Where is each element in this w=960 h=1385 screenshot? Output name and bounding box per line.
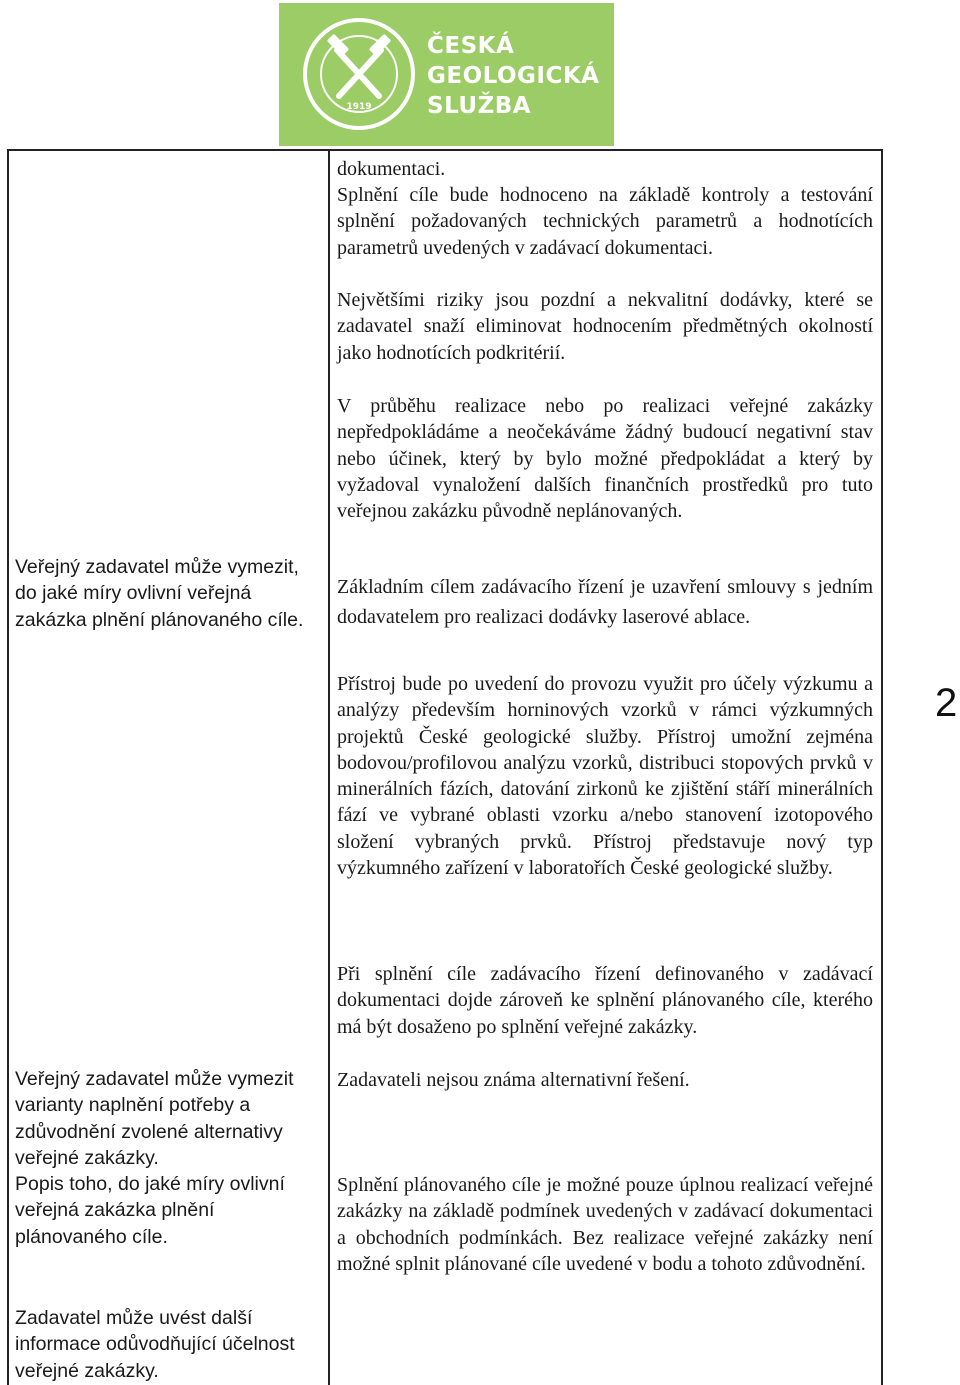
logo-line-1: ČESKÁ: [427, 33, 515, 59]
right-para-4: V průběhu realizace nebo po realizaci veřejné zakázky nepředpokládáme a neočekáváme žádný budoucí negativní stav nebo účinek, který by bylo možné předpokládat a který by vyžadoval vynaložení dalších finančních prostředků pro tuto veřejnou zakázku původně neplánovaných.: [337, 395, 873, 523]
logo-line-2: GEOLOGICKÁ: [427, 63, 600, 89]
left-text-2b: Popis toho, do jaké míry ovlivní veřejná zakázka plnění plánovaného cíle.: [15, 1173, 285, 1248]
right-para-8: Zadavateli nejsou známa alternativní řešení.: [337, 1069, 690, 1091]
left-cell-3: [15, 1305, 315, 1384]
left-text-3: Zadavatel může uvést další informace odůvodňující účelnost veřejné zakázky.: [15, 1307, 295, 1382]
column-divider: [328, 151, 330, 1385]
right-para-7: Při splnění cíle zadávacího řízení definovaného v zadávací dokumentaci dojde zároveň ke splnění plánovaného cíle, kterého má být dosaženo po splnění veřejné zakázky.: [337, 963, 873, 1038]
right-para-2: Splnění cíle bude hodnoceno na základě kontroly a testování splnění požadovaných technických parametrů a hodnotících parametrů uvedených v zadávací dokumentaci.: [337, 184, 873, 259]
geological-seal-icon: [299, 14, 419, 134]
left-text-1: Veřejný zadavatel může vymezit, do jaké míry ovlivní veřejná zakázka plnění plánovaného cíle.: [15, 556, 304, 631]
left-cell-1: [15, 554, 315, 633]
right-para-1: dokumentaci.: [337, 158, 446, 180]
logo-wordmark: [427, 31, 599, 121]
right-para-9: Splnění plánovaného cíle je možné pouze úplnou realizací veřejné zakázky na základě podmínek uvedených v zadávací dokumentaci a obchodních podmínkách. Bez realizace veřejné zakázky není možné splnit plánované cíle uvedené v bodu a tohoto zdůvodnění.: [337, 1174, 873, 1275]
right-para-3: Největšími riziky jsou pozdní a nekvalitní dodávky, které se zadavatel snaží eliminovat hodnocením předmětných okolností jako hodnotících podkritérií.: [337, 289, 873, 364]
seal-year: 1919: [346, 102, 372, 112]
right-para-6: Přístroj bude po uvedení do provozu využit pro účely výzkumu a analýzy především horninových vzorků v rámci výzkumných projektů České geologické služby. Přístroj umožní zejména bodovou/profilovou analýzu vzorků, distribuci stopových prvků v minerálních fázích, datování zirkonů ke zjištění stáří minerálních fází ve vybrané oblasti vzorku a/nebo stanovení izotopového složení vybraných prvků. Přístroj představuje nový typ výzkumného zařízení v laboratořích České geologické služby.: [337, 673, 873, 880]
justification-table: [7, 149, 883, 1385]
right-para-5: Základním cílem zadávacího řízení je uzavření smlouvy s jedním dodavatelem pro realizaci dodávky laserové ablace.: [337, 576, 873, 628]
left-cell-2: [15, 1066, 315, 1250]
left-text-2a: Veřejný zadavatel může vymezit varianty naplnění potřeby a zdůvodnění zvolené alternativy veřejné zakázky.: [15, 1068, 294, 1169]
logo-banner: [279, 3, 614, 146]
page-number: 2: [935, 681, 958, 725]
logo-line-3: SLUŽBA: [427, 93, 532, 119]
